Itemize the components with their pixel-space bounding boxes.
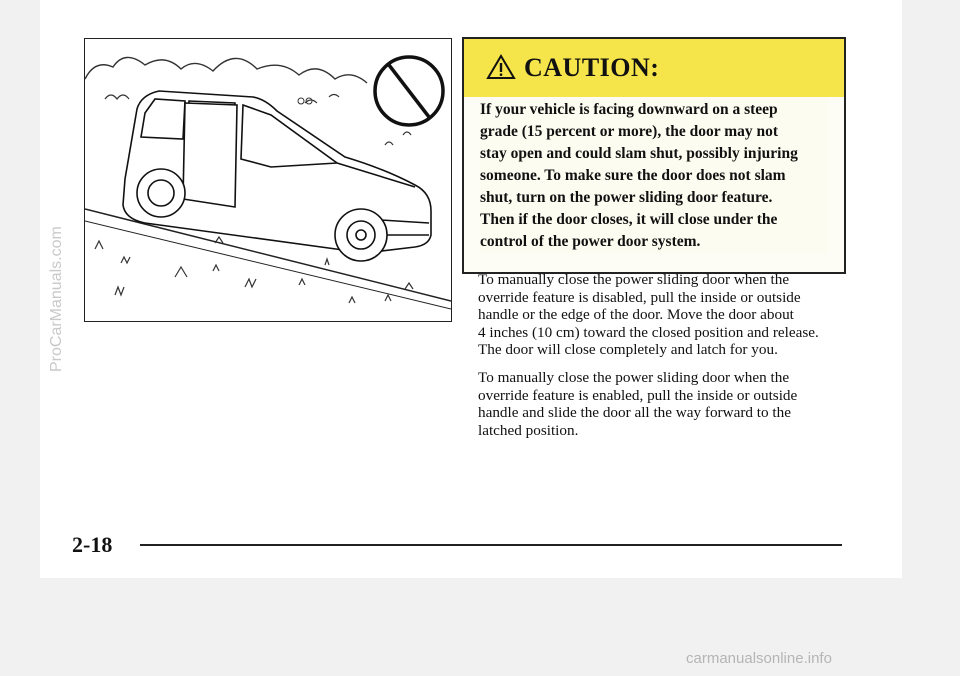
side-watermark: ProCarManuals.com: [48, 226, 65, 372]
caution-text: [480, 99, 828, 253]
caution-line: stay open and could slam shut, possibly injuring: [480, 145, 798, 162]
paragraph-line: handle or the edge of the door. Move the door about: [478, 306, 794, 323]
footer-rule: [140, 544, 842, 546]
caution-box: [462, 37, 846, 274]
paragraph-line: The door will close completely and latch for you.: [478, 341, 778, 358]
paragraph-line: To manually close the power sliding door when the: [478, 271, 790, 288]
caution-line: control of the power door system.: [480, 233, 701, 250]
paragraph-line: latched position.: [478, 421, 579, 439]
caution-line: someone. To make sure the door does not slam: [480, 167, 786, 184]
paragraph-line: To manually close the power sliding door when the: [478, 369, 790, 386]
caution-title: CAUTION:: [524, 53, 660, 82]
paragraph-override-enabled: [478, 369, 854, 439]
caution-line: shut, turn on the power sliding door feature.: [480, 189, 773, 206]
caution-line: If your vehicle is facing downward on a steep: [480, 101, 778, 118]
bottom-watermark: carmanualsonline.info: [686, 650, 832, 667]
paragraph-override-disabled: [478, 271, 854, 359]
paragraph-line: 4 inches (10 cm) toward the closed position and release.: [478, 323, 819, 341]
paragraph-line: handle and slide the door all the way forward to the: [478, 404, 791, 421]
page-number: 2-18: [72, 532, 113, 557]
caution-line: Then if the door closes, it will close under the: [480, 211, 778, 228]
minivan-slope-illustration: [84, 38, 452, 322]
caution-line: grade (15 percent or more), the door may not: [480, 123, 779, 140]
paragraph-line: override feature is disabled, pull the inside or outside: [478, 288, 801, 306]
warning-triangle-icon: [486, 54, 516, 80]
paragraph-line: override feature is enabled, pull the inside or outside: [478, 386, 798, 404]
caution-header: [464, 39, 844, 97]
